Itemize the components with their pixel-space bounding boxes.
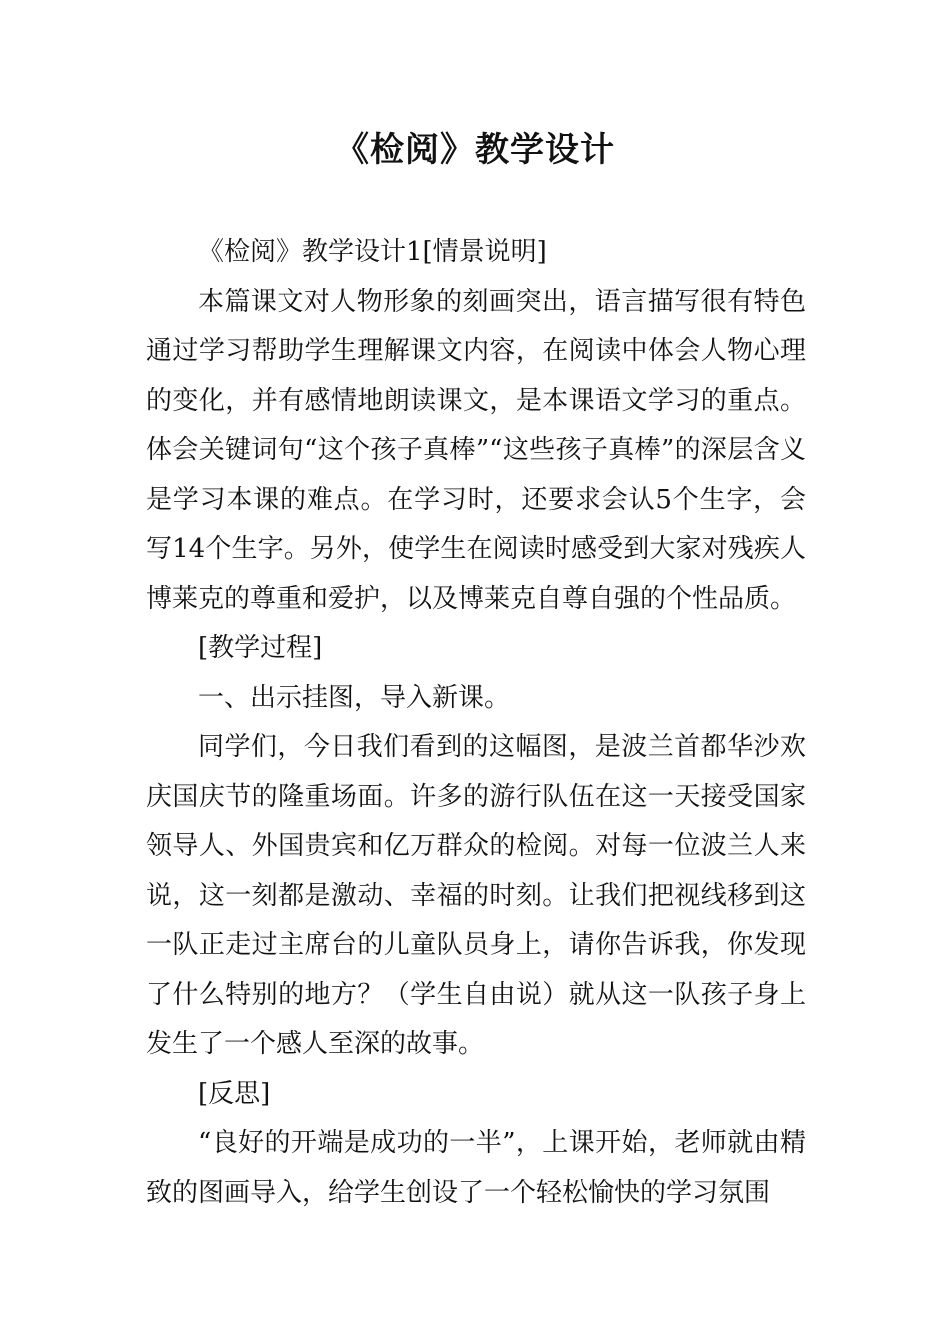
paragraph-lesson-intro: 同学们，今日我们看到的这幅图，是波兰首都华沙欢庆国庆节的隆重场面。许多的游行队伍在这一天接受国家领导人、外国贵宾和亿万群众的检阅。对每一位波兰人来说，这一刻都是激动、幸福的时刻。让我们把视线移到这一队正走过主席台的儿童队员身上，请你告诉我，你发现了什么特别的地方？（学生自由说）就从这一队孩子身上发生了一个感人至深的故事。	[146, 732, 806, 1059]
document-body	[146, 228, 806, 1218]
step-heading: 一、出示挂图，导入新课。	[198, 682, 511, 713]
document-title: 《检阅》教学设计	[335, 130, 615, 170]
paragraph-subtitle: 《检阅》教学设计1[情景说明]	[198, 237, 547, 267]
paragraph-intro: 本篇课文对人物形象的刻画突出，语言描写很有特色通过学习帮助学生理解课文内容，在阅读中体会人物心理的变化，并有感情地朗读课文，是本课语文学习的重点。体会关键词句“这个孩子真棒”“这些孩子真棒”的深层含义是学习本课的难点。在学习时，还要求会认5个生字，会写14个生字。另外，使学生在阅读时感受到大家对残疾人博莱克的尊重和爱护，以及博莱克自尊自强的个性品质。	[146, 286, 806, 614]
paragraph-reflection: “良好的开端是成功的一半”，上课开始，老师就由精致的图画导入，给学生创设了一个轻松愉快的学习氛围	[146, 1128, 806, 1208]
section-heading-reflection: [反思]	[198, 1078, 271, 1109]
section-heading-teaching-process: [教学过程]	[198, 633, 323, 663]
